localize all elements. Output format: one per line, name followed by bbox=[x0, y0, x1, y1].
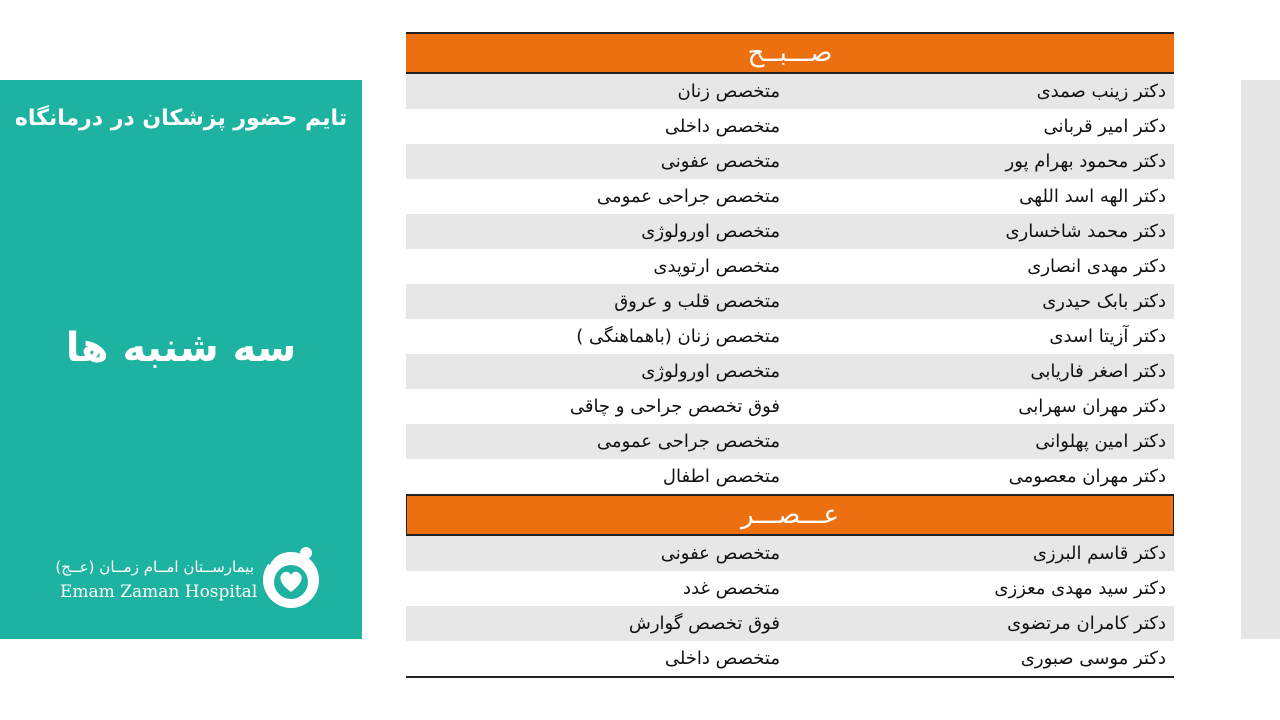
doctor-specialty: متخصص داخلی bbox=[664, 648, 780, 669]
afternoon-rows bbox=[406, 536, 1174, 676]
doctor-specialty: متخصص غدد bbox=[683, 578, 780, 599]
table-row bbox=[406, 284, 1174, 319]
table-row bbox=[406, 109, 1174, 144]
table-row bbox=[406, 354, 1174, 389]
afternoon-header: عـــصـــر bbox=[406, 494, 1174, 536]
heart-logo-icon bbox=[260, 544, 326, 612]
doctor-name: دکتر امین پهلوانی bbox=[1035, 431, 1166, 452]
table-row bbox=[406, 459, 1174, 494]
schedule-table bbox=[406, 32, 1174, 678]
doctor-specialty: متخصص اطفال bbox=[662, 466, 780, 487]
table-row bbox=[406, 179, 1174, 214]
doctor-name: دکتر امیر قربانی bbox=[1043, 116, 1166, 137]
table-row bbox=[406, 606, 1174, 641]
doctor-specialty: متخصص جراحی عمومی bbox=[596, 431, 780, 452]
table-row bbox=[406, 74, 1174, 109]
doctor-name: دکتر آزیتا اسدی bbox=[1049, 326, 1166, 347]
doctor-specialty: متخصص ارتوپدی bbox=[653, 256, 780, 277]
morning-rows bbox=[406, 74, 1174, 494]
doctor-specialty: متخصص زنان bbox=[677, 81, 780, 102]
day-panel bbox=[0, 80, 362, 639]
doctor-name: دکتر مهران سهرابی bbox=[1018, 396, 1166, 417]
doctor-specialty: متخصص اورولوژی bbox=[641, 361, 780, 382]
doctor-name: دکتر کامران مرتضوی bbox=[1007, 613, 1166, 634]
doctor-name: دکتر بابک حیدری bbox=[1042, 291, 1166, 312]
day-title: سه شنبه ها bbox=[65, 325, 297, 371]
doctor-specialty: فوق تخصص جراحی و چاقی bbox=[569, 396, 780, 417]
doctor-specialty: متخصص داخلی bbox=[664, 116, 780, 137]
doctor-name: دکتر محمد شاخساری bbox=[1005, 221, 1166, 242]
table-row bbox=[406, 424, 1174, 459]
doctor-name: دکتر اصغر فاریابی bbox=[1030, 361, 1166, 382]
doctor-name: دکتر زینب صمدی bbox=[1036, 81, 1166, 102]
doctor-specialty: متخصص عفونی bbox=[660, 543, 780, 564]
table-row bbox=[406, 536, 1174, 571]
doctor-name: دکتر الهه اسد اللهی bbox=[1019, 186, 1166, 207]
doctor-name: دکتر محمود بهرام پور bbox=[1005, 151, 1166, 172]
doctor-specialty: متخصص زنان (باهماهنگی ) bbox=[576, 326, 780, 347]
logo-text-english: Emam Zaman Hospital bbox=[60, 582, 258, 602]
doctor-specialty: متخصص قلب و عروق bbox=[614, 291, 780, 312]
doctor-specialty: متخصص اورولوژی bbox=[641, 221, 780, 242]
table-row bbox=[406, 249, 1174, 284]
doctor-name: دکتر مهران معصومی bbox=[1008, 466, 1166, 487]
table-row bbox=[406, 389, 1174, 424]
table-row bbox=[406, 319, 1174, 354]
doctor-name: دکتر مهدی انصاری bbox=[1027, 256, 1166, 277]
morning-header: صـــبــح bbox=[406, 32, 1174, 74]
table-row bbox=[406, 571, 1174, 606]
doctor-specialty: متخصص عفونی bbox=[660, 151, 780, 172]
doctor-name: دکتر قاسم البرزی bbox=[1032, 543, 1166, 564]
panel-subtitle: تایم حضور پزشکان در درمانگاه bbox=[14, 106, 348, 131]
doctor-specialty: فوق تخصص گوارش bbox=[628, 613, 780, 634]
logo-text-persian: بیمارســتان امــام زمــان (عــج) bbox=[55, 558, 254, 576]
table-row bbox=[406, 144, 1174, 179]
table-row bbox=[406, 214, 1174, 249]
doctor-name: دکتر موسی صبوری bbox=[1020, 648, 1166, 669]
decorative-strip bbox=[1241, 80, 1280, 639]
doctor-name: دکتر سید مهدی معززی bbox=[994, 578, 1166, 599]
table-row bbox=[406, 641, 1174, 676]
hospital-logo bbox=[55, 542, 328, 614]
doctor-specialty: متخصص جراحی عمومی bbox=[596, 186, 780, 207]
